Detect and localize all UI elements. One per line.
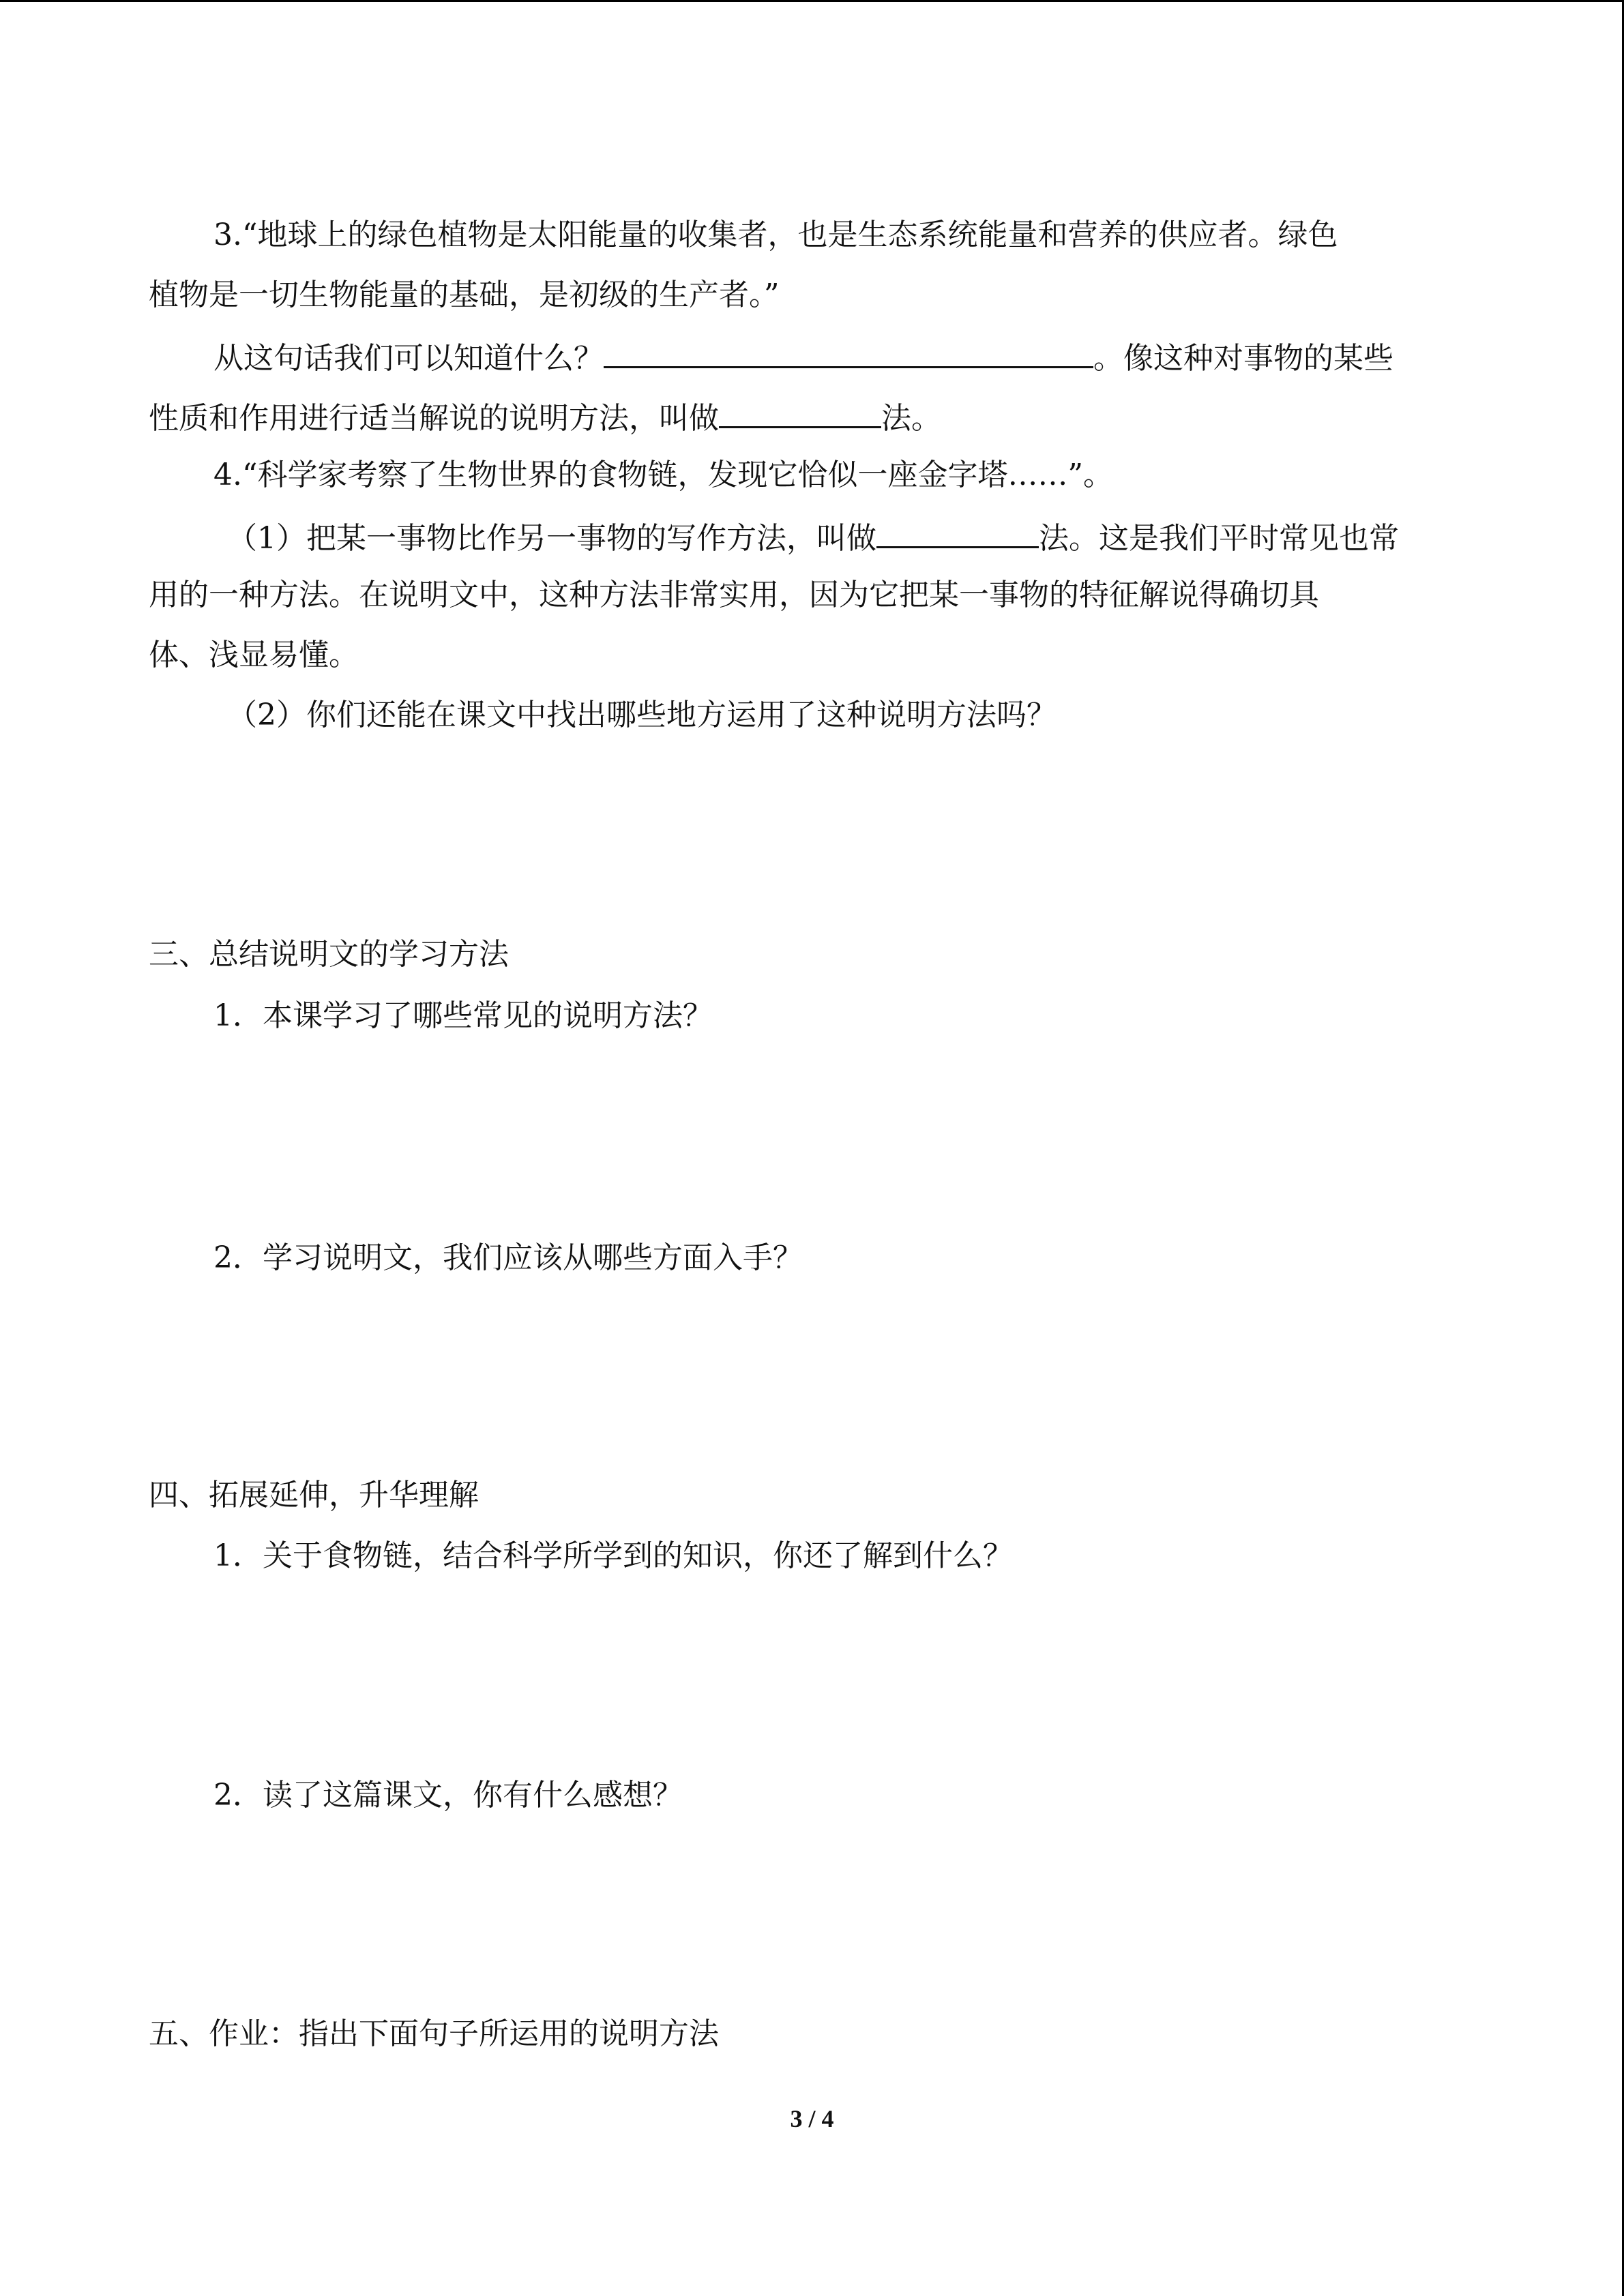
section4-heading: 四、拓展延伸，升华理解 xyxy=(149,1478,479,1512)
section3-item2: 2．学习说明文，我们应该从哪些方面入手？ xyxy=(213,1240,803,1275)
q3-line2: 植物是一切生物能量的基础，是初级的生产者。” xyxy=(149,278,780,312)
section3-heading: 三、总结说明文的学习方法 xyxy=(149,937,509,972)
q3-method-blank[interactable] xyxy=(719,395,881,428)
q3-line3 xyxy=(213,335,1393,379)
q4-sub1-line2: 用的一种方法。在说明文中，这种方法非常实用，因为它把某一事物的特征解说得确切具 xyxy=(149,578,1319,612)
q4-method-blank[interactable] xyxy=(876,515,1039,548)
q3-line4 xyxy=(149,395,941,439)
section3-item1: 1．本课学习了哪些常见的说明方法？ xyxy=(213,998,713,1033)
q3-line3-tail: 。像这种对事物的某些 xyxy=(1093,341,1393,376)
q4-quote: 4.“科学家考察了生物世界的食物链，发现它恰似一座金字塔……”。 xyxy=(213,458,1113,492)
section4-item2: 2．读了这篇课文，你有什么感想？ xyxy=(213,1778,683,1813)
q3-line4-tail: 法。 xyxy=(881,401,941,436)
page-number: 3 / 4 xyxy=(790,2105,834,2132)
q4-sub1-text: （1）把某一事物比作另一事物的写作方法，叫做 xyxy=(227,521,876,556)
q4-sub2: （2）你们还能在课文中找出哪些地方运用了这种说明方法吗？ xyxy=(227,698,1057,732)
q3-line1: 3.“地球上的绿色植物是太阳能量的收集者，也是生态系统能量和营养的供应者。绿色 xyxy=(213,218,1338,252)
q4-sub1-line3: 体、浅显易懂。 xyxy=(149,638,359,672)
q4-sub1-line1 xyxy=(227,515,1399,559)
q3-answer-blank[interactable] xyxy=(604,335,1093,368)
section5-heading: 五、作业：指出下面句子所运用的说明方法 xyxy=(149,2016,719,2051)
q3-line4-text: 性质和作用进行适当解说的说明方法，叫做 xyxy=(149,401,719,436)
section4-item1: 1．关于食物链，结合科学所学到的知识，你还了解到什么？ xyxy=(213,1538,1013,1573)
q4-sub1-tail: 法。这是我们平时常见也常 xyxy=(1039,521,1399,556)
page-border-top xyxy=(0,0,1624,2)
q3-line3-text: 从这句话我们可以知道什么？ xyxy=(213,341,604,376)
